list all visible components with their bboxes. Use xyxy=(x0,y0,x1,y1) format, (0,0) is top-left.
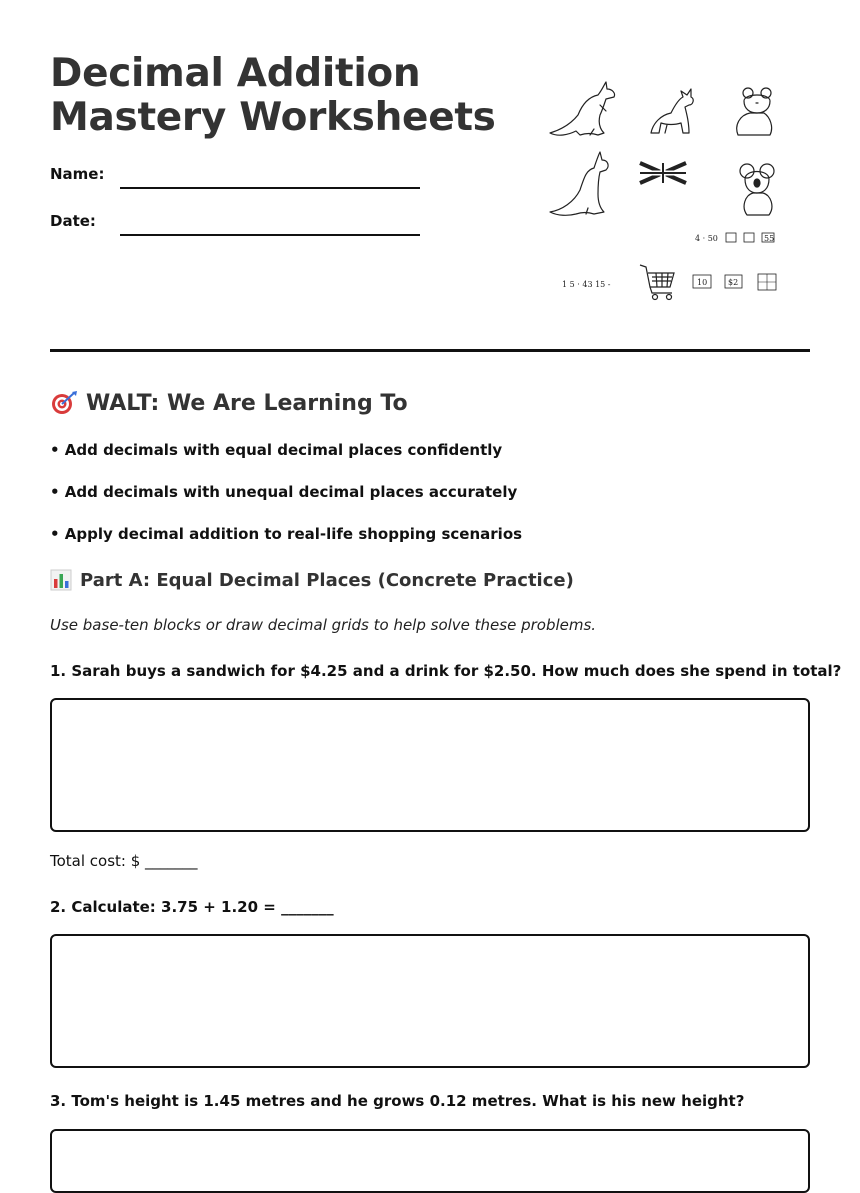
total-cost-line: Total cost: $ _______ xyxy=(50,852,198,870)
part-a-heading xyxy=(50,569,574,591)
part-a-instruction: Use base-ten blocks or draw decimal grids to help solve these problems. xyxy=(50,616,597,634)
name-label: Name: xyxy=(50,165,105,183)
name-field-line[interactable] xyxy=(120,187,420,189)
title-line-1: Decimal Addition xyxy=(50,51,421,96)
clipart-number-row-1: 4 · 50 xyxy=(695,234,718,243)
answer-box-2[interactable] xyxy=(50,934,810,1068)
walt-item-3: • Apply decimal addition to real-life shopping scenarios xyxy=(50,525,523,543)
answer-box-1[interactable] xyxy=(50,698,810,832)
date-label: Date: xyxy=(50,212,96,230)
clipart-box-2: $2 xyxy=(728,278,739,287)
shopping-cart-icon xyxy=(640,265,674,300)
question-3: 3. Tom's height is 1.45 metres and he grows 0.12 metres. What is his new height? xyxy=(50,1092,745,1110)
clipart-number-row-2: 1 5 · 43 15 - xyxy=(562,280,611,289)
clipart-box-value: 55 xyxy=(764,234,775,243)
question-1: 1. Sarah buys a sandwich for $4.25 and a drink for $2.50. How much does she spend in total? xyxy=(50,662,842,680)
header-divider xyxy=(50,349,810,352)
bar-chart-icon xyxy=(50,569,72,591)
part-a-title: Part A: Equal Decimal Places (Concrete Practice) xyxy=(80,569,574,591)
date-field-line[interactable] xyxy=(120,234,420,236)
target-icon xyxy=(50,390,78,416)
answer-box-3[interactable] xyxy=(50,1129,810,1193)
clipart-collage xyxy=(540,75,800,315)
kangaroo-icon xyxy=(550,82,615,135)
flag-icon xyxy=(640,163,686,183)
koala-icon xyxy=(737,88,772,135)
worksheet-title xyxy=(50,52,496,140)
walt-title: WALT: We Are Learning To xyxy=(86,390,408,416)
kangaroo-icon xyxy=(550,152,608,215)
walt-item-2: • Add decimals with unequal decimal places accurately xyxy=(50,483,518,501)
walt-heading xyxy=(50,390,408,416)
walt-item-1: • Add decimals with equal decimal places confidently xyxy=(50,441,503,459)
clipart-box-1: 10 xyxy=(697,278,708,287)
koala-icon xyxy=(740,164,774,215)
wallaby-icon xyxy=(651,89,693,133)
question-2: 2. Calculate: 3.75 + 1.20 = _______ xyxy=(50,898,334,916)
title-line-2: Mastery Worksheets xyxy=(50,95,496,140)
